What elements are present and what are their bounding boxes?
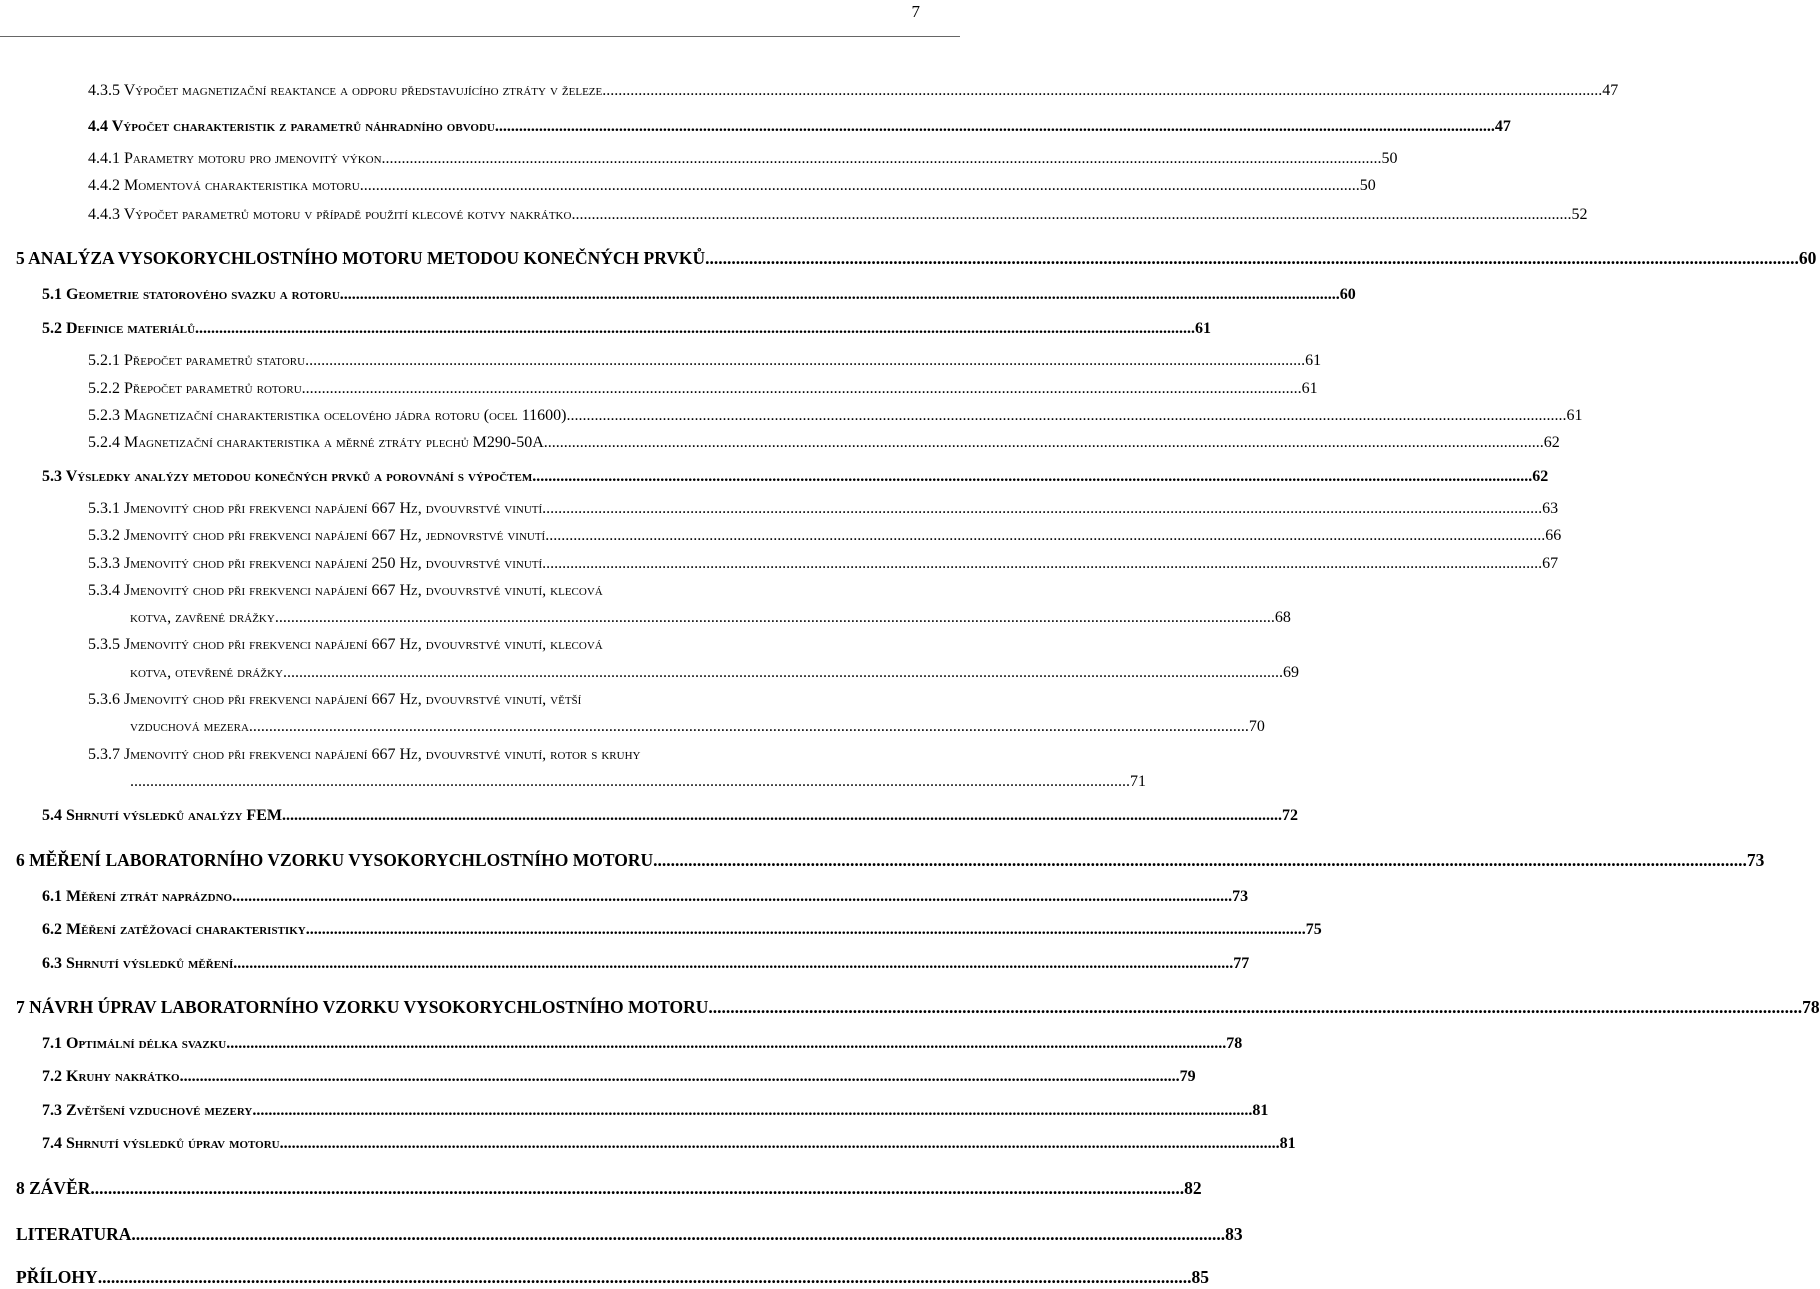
toc-entry-page: 81 [1252,1102,1269,1119]
toc-entry-page: 60 [1339,286,1356,303]
toc-entry-title: 4.4.3 Výpočet parametrů motoru v případě použití klecové kotvy nakrátko [88,206,572,223]
toc-entry-title: 5.2.2 Přepočet parametrů rotoru [88,380,302,397]
toc-entry-page: 73 [1746,850,1765,870]
toc-entry-title: 5.3.1 Jmenovitý chod při frekvenci napájení 667 Hz, dvouvrstvé vinutí [88,500,543,517]
toc-entry-title: 5.3.3 Jmenovitý chod při frekvenci napájení 250 Hz, dvouvrstvé vinutí [88,555,543,572]
toc-entry-page: 75 [1305,921,1322,938]
toc-entry[interactable] [88,350,1322,372]
toc-entry-page: 83 [1225,1224,1243,1244]
toc-entry-page: 85 [1191,1267,1209,1287]
toc-entry[interactable] [42,805,1298,827]
toc-entry[interactable] [130,662,1299,684]
toc-entry-page: 52 [1571,206,1588,223]
toc-entry-line1: 5.3.7 Jmenovitý chod při frekvenci napájení 667 Hz, dvouvrstvé vinutí, rotor s kruhy [88,746,641,763]
toc-entry-page: 47 [1602,82,1619,99]
toc-entry-title: kotva, otevřené drážky [130,664,283,681]
toc-entry[interactable] [16,1177,1202,1199]
toc-entry-page: 50 [1381,150,1398,167]
toc-entry-title: 5.3 Výsledky analýzy metodou konečných prvků a porovnání s výpočtem [42,468,533,485]
toc-entry-page: 70 [1248,718,1265,735]
toc-entry[interactable] [130,771,1146,793]
toc-entry[interactable] [42,1133,1296,1155]
toc-entry[interactable] [16,247,1817,269]
toc-entry-page: 68 [1274,609,1291,626]
toc-entry-page: 61 [1566,407,1583,424]
toc-entry[interactable] [88,175,1376,197]
toc-entry[interactable] [42,1066,1196,1088]
toc-entry-title: 5.2.1 Přepočet parametrů statoru [88,352,306,369]
toc-entry-page: 61 [1301,380,1318,397]
toc-entry-page: 69 [1282,664,1299,681]
toc-entry[interactable] [42,886,1249,908]
toc-entry[interactable] [42,284,1356,306]
toc-entry-page: 47 [1494,118,1511,135]
toc-entry-page: 77 [1233,955,1250,972]
toc-entry-page: 78 [1226,1035,1243,1052]
toc-entry-line1: 5.3.4 Jmenovitý chod při frekvenci napájení 667 Hz, dvouvrstvé vinutí, klecová [88,582,603,599]
toc-entry-title: LITERATURA [16,1224,132,1244]
toc-entry-title: 5.1 Geometrie statorového svazku a rotoru [42,286,340,303]
toc-entry[interactable] [16,849,1765,871]
toc-entry-page: 66 [1545,527,1562,544]
toc-entry-title: 5.2.4 Magnetizační charakteristika a měrné ztráty plechů M290-50A [88,434,544,451]
toc-entry[interactable] [42,919,1322,941]
toc-entry-title: 4.3.5 Výpočet magnetizační reaktance a odporu představujícího ztráty v železe [88,82,603,99]
toc-entry[interactable] [16,1223,1243,1245]
toc-entry[interactable] [88,116,1511,138]
toc-entry[interactable] [88,80,1619,102]
toc-entry[interactable] [88,405,1583,427]
toc-entry-page: 82 [1184,1178,1202,1198]
toc-entry-title: 6.1 Měření ztrát naprázdno [42,888,233,905]
toc-entry[interactable] [88,553,1559,575]
toc-entry[interactable] [42,466,1549,488]
toc-entry-title: 6.2 Měření zatěžovací charakteristiky [42,921,306,938]
toc-entry[interactable] [130,716,1265,738]
toc-entry[interactable] [88,498,1559,520]
toc-entry-page: 78 [1802,997,1820,1017]
toc-entry-page: 63 [1542,500,1559,517]
toc-entry-page: 72 [1281,807,1298,824]
toc-entry-title: 8 ZÁVĚR [16,1178,91,1198]
toc-entry-page: 61 [1305,352,1322,369]
toc-entry-page: 67 [1542,555,1559,572]
toc-entry-title: 4.4.1 Parametry motoru pro jmenovitý výkon [88,150,382,167]
toc-entry-title: 6.3 Shrnutí výsledků měření [42,955,234,972]
toc-entry[interactable] [42,1100,1269,1122]
toc-entry-title: 6 MĚŘENÍ LABORATORNÍHO VZORKU VYSOKORYCHLOSTNÍHO MOTORU [16,850,654,870]
toc-entry-title: vzduchová mezera [130,718,249,735]
toc-entry-page: 50 [1359,177,1376,194]
toc-entry[interactable] [42,1033,1243,1055]
toc-entry-page: 81 [1279,1135,1296,1152]
toc-entry-title: 4.4 Výpočet charakteristik z parametrů náhradního obvodu [88,118,495,135]
toc-entry-page: 61 [1195,320,1212,337]
toc-entry-title: 5.3.2 Jmenovitý chod při frekvenci napájení 667 Hz, jednovrstvé vinutí [88,527,546,544]
toc-entry[interactable] [88,378,1318,400]
toc-entry-page: 62 [1543,434,1560,451]
toc-entry-title: 7.4 Shrnutí výsledků úprav motoru [42,1135,280,1152]
toc-entry[interactable] [42,953,1250,975]
toc-entry[interactable] [88,432,1560,454]
toc-entry-title: 7.1 Optimální délka svazku [42,1035,227,1052]
toc-entry[interactable] [16,1266,1209,1288]
toc-entry[interactable] [130,607,1291,629]
toc-entry-title: kotva, zavřené drážky [130,609,275,626]
toc-entry-title: 5.2.3 Magnetizační charakteristika ocelového jádra rotoru (ocel 11600) [88,407,567,424]
toc-entry-title: 5 ANALÝZA VYSOKORYCHLOSTNÍHO MOTORU METODOU KONEČNÝCH PRVKŮ [16,248,706,268]
toc-entry[interactable] [42,318,1212,340]
page-number: 7 [911,2,920,21]
toc-entry-title: 7 NÁVRH ÚPRAV LABORATORNÍHO VZORKU VYSOKORYCHLOSTNÍHO MOTORU [16,997,709,1017]
toc-entry-title: 5.4 Shrnutí výsledků analýzy FEM [42,807,282,824]
toc-entry-line1: 5.3.6 Jmenovitý chod při frekvenci napájení 667 Hz, dvouvrstvé vinutí, větší [88,691,582,708]
toc-entry-page: 71 [1130,773,1146,790]
toc-entry[interactable] [16,996,1820,1018]
toc-entry[interactable] [88,525,1562,547]
toc-entry-page: 62 [1532,468,1549,485]
toc-entry-line1: 5.3.5 Jmenovitý chod při frekvenci napájení 667 Hz, dvouvrstvé vinutí, klecová [88,636,603,653]
toc-entry-title: PŘÍLOHY [16,1267,98,1287]
toc-entry-title: 4.4.2 Momentová charakteristika motoru [88,177,360,194]
header-rule [0,36,960,37]
toc-entry-page: 73 [1232,888,1249,905]
toc-entry-title: 7.3 Zvětšení vzduchové mezery [42,1102,253,1119]
toc-entry-title: 5.2 Definice materiálů [42,320,196,337]
toc-entry[interactable] [88,204,1588,226]
toc-entry-page: 60 [1798,248,1817,268]
toc-entry-title: 7.2 Kruhy nakrátko [42,1068,180,1085]
toc-entry[interactable] [88,148,1398,170]
toc-entry-page: 79 [1179,1068,1196,1085]
